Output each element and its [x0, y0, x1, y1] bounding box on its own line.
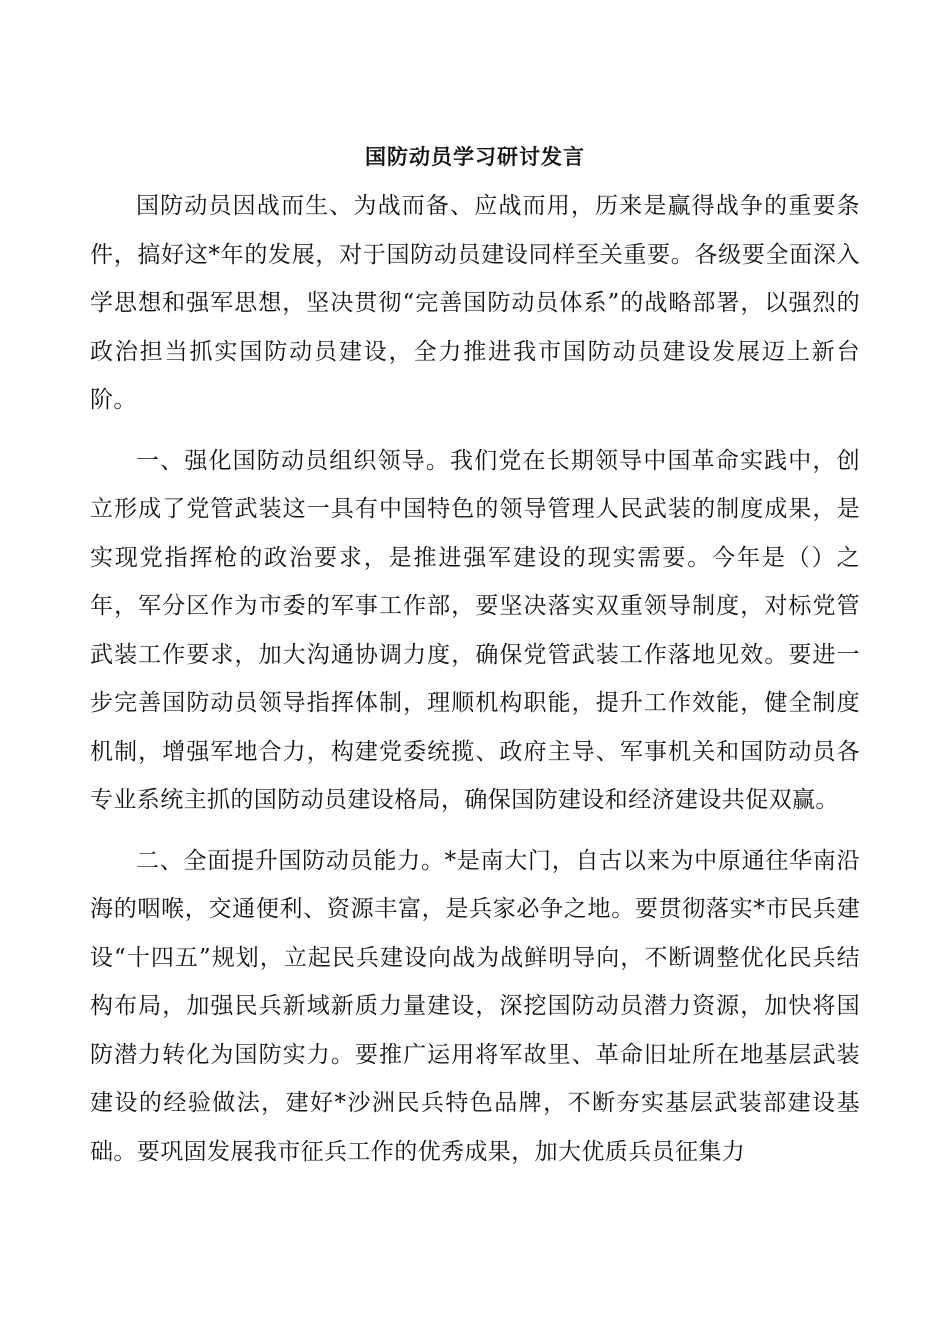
document-page: [90, 134, 860, 1188]
paragraph-intro: 国防动员因战而生、为战而备、应战而用，历来是赢得战争的重要条件，搞好这*年的发展，对于国防动员建设同样至关重要。各级要全面深入学思想和强军思想，坚决贯彻“完善国防动员体系”的战略部署，以强烈的政治担当抓实国防动员建设，全力推进我市国防动员建设发展迈上新台阶。: [90, 193, 860, 413]
paragraph-section-1: 一、强化国防动员组织领导。我们党在长期领导中国革命实践中，创立形成了党管武装这一具有中国特色的领导管理人民武装的制度成果，是实现党指挥枪的政治要求，是推进强军建设的现实需要。今年是（）之年，军分区作为市委的军事工作部，要坚决落实双重领导制度，对标党管武装工作要求，加大沟通协调力度，确保党管武装工作落地见效。要进一步完善国防动员领导指挥体制，理顺机构职能，提升工作效能，健全制度机制，增强军地合力，构建党委统揽、政府主导、军事机关和国防动员各专业系统主抓的国防动员建设格局，确保国防建设和经济建设共促双赢。: [90, 447, 860, 813]
document-title: 国防动员学习研讨发言: [365, 144, 585, 169]
paragraph-section-2: 二、全面提升国防动员能力。*是南大门，自古以来为中原通往华南沿海的咽喉，交通便利、资源丰富，是兵家必争之地。要贯彻落实*市民兵建设“十四五”规划，立起民兵建设向战为战鲜明导向，不断调整优化民兵结构布局，加强民兵新域新质力量建设，深挖国防动员潜力资源，加快将国防潜力转化为国防实力。要推广运用将军故里、革命旧址所在地基层武装建设的经验做法，建好*沙洲民兵特色品牌，不断夯实基层武装部建设基础。要巩固发展我市征兵工作的优秀成果，加大优质兵员征集力: [90, 847, 860, 1165]
